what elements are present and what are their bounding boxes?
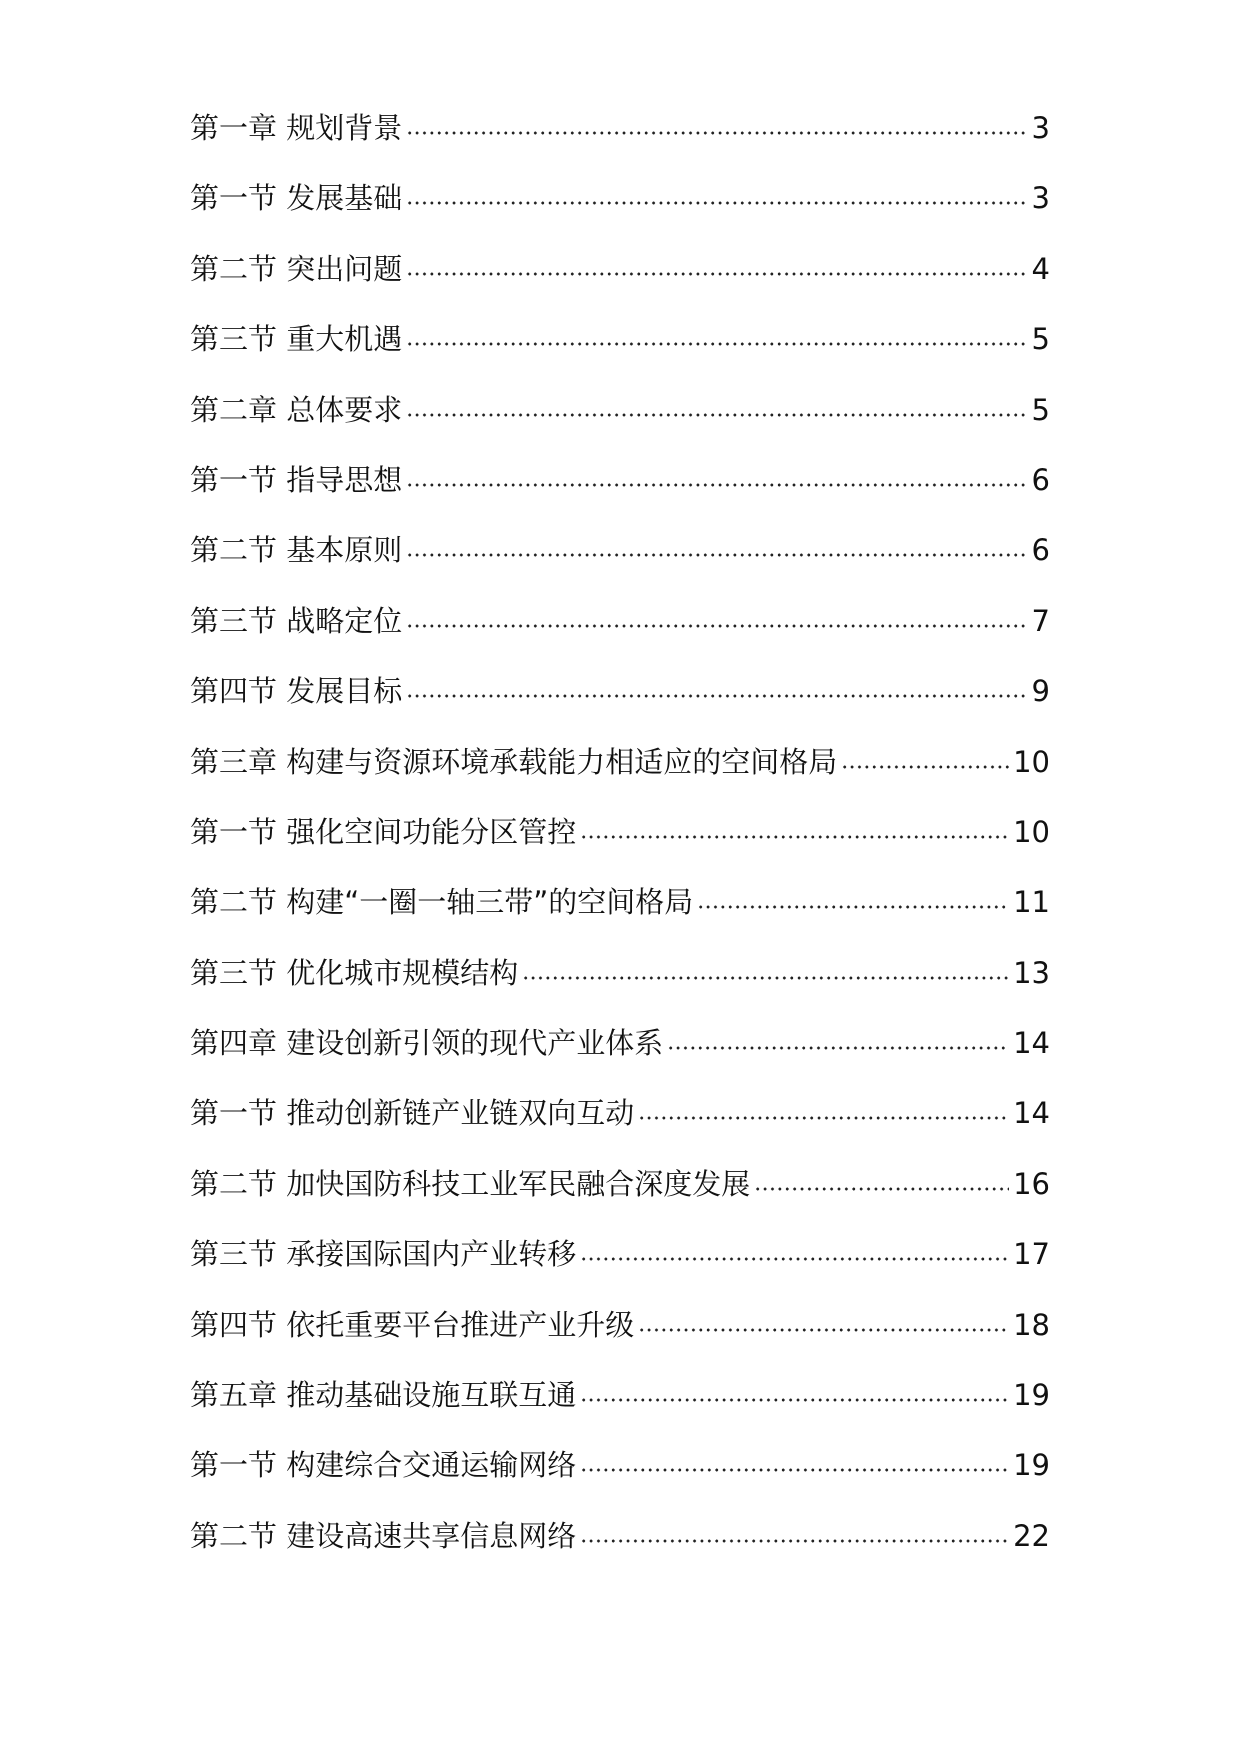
toc-entry-title: 第一节 构建综合交通运输网络 — [190, 1448, 577, 1483]
toc-entry-page: 14 — [1013, 1026, 1050, 1061]
table-of-contents — [190, 108, 1050, 1586]
dot-leader — [667, 1031, 1009, 1051]
toc-entry[interactable] — [190, 1164, 1050, 1234]
dot-leader — [580, 1524, 1009, 1544]
toc-entry-title: 第四节 依托重要平台推进产业升级 — [190, 1307, 635, 1342]
toc-entry-page: 10 — [1013, 744, 1050, 779]
dot-leader — [580, 1383, 1009, 1403]
toc-entry-title: 第三节 承接国际国内产业转移 — [190, 1237, 577, 1272]
toc-entry-title: 第四章 建设创新引领的现代产业体系 — [190, 1026, 664, 1061]
toc-entry-title: 第一节 指导思想 — [190, 462, 403, 497]
toc-entry-title: 第三节 重大机遇 — [190, 322, 403, 357]
toc-entry[interactable] — [190, 1305, 1050, 1375]
dot-leader — [522, 961, 1009, 981]
dot-leader — [406, 327, 1027, 347]
toc-entry-page: 13 — [1013, 955, 1050, 990]
toc-entry-title: 第二节 建设高速共享信息网络 — [190, 1518, 577, 1553]
toc-entry-page: 6 — [1031, 462, 1050, 497]
dot-leader — [406, 679, 1027, 699]
dot-leader — [697, 890, 1009, 910]
toc-entry[interactable] — [190, 601, 1050, 671]
toc-entry[interactable] — [190, 953, 1050, 1023]
toc-entry[interactable] — [190, 1516, 1050, 1586]
toc-entry[interactable] — [190, 1375, 1050, 1445]
dot-leader — [406, 468, 1027, 488]
toc-entry-page: 11 — [1013, 885, 1050, 920]
dot-leader — [580, 1453, 1009, 1473]
toc-entry-title: 第一节 强化空间功能分区管控 — [190, 814, 577, 849]
toc-entry-title: 第四节 发展目标 — [190, 674, 403, 709]
dot-leader — [580, 1242, 1009, 1262]
toc-entry[interactable] — [190, 108, 1050, 178]
toc-entry-page: 18 — [1013, 1307, 1050, 1342]
toc-entry[interactable] — [190, 249, 1050, 319]
toc-entry[interactable] — [190, 1445, 1050, 1515]
toc-entry-title: 第二节 构建“一圈一轴三带”的空间格局 — [190, 885, 694, 920]
toc-entry-title: 第三节 优化城市规模结构 — [190, 955, 519, 990]
toc-entry-title: 第一节 推动创新链产业链双向互动 — [190, 1096, 635, 1131]
toc-entry[interactable] — [190, 530, 1050, 600]
toc-entry-title: 第五章 推动基础设施互联互通 — [190, 1378, 577, 1413]
dot-leader — [841, 750, 1009, 770]
dot-leader — [638, 1313, 1009, 1333]
toc-entry-title: 第一章 规划背景 — [190, 111, 403, 145]
toc-entry-page: 7 — [1031, 603, 1050, 638]
toc-entry[interactable] — [190, 742, 1050, 812]
toc-entry-page: 4 — [1031, 251, 1050, 286]
toc-entry[interactable] — [190, 1023, 1050, 1093]
toc-entry-page: 19 — [1013, 1448, 1050, 1483]
toc-entry-title: 第一节 发展基础 — [190, 181, 403, 216]
dot-leader — [638, 1101, 1009, 1121]
toc-entry-page: 19 — [1013, 1378, 1050, 1413]
dot-leader — [406, 398, 1027, 418]
toc-entry-title: 第二节 加快国防科技工业军民融合深度发展 — [190, 1166, 751, 1201]
toc-entry[interactable] — [190, 1093, 1050, 1163]
toc-entry[interactable] — [190, 319, 1050, 389]
toc-entry-page: 16 — [1013, 1166, 1050, 1201]
dot-leader — [580, 820, 1009, 840]
toc-entry-page: 9 — [1031, 674, 1050, 709]
toc-entry-title: 第三章 构建与资源环境承载能力相适应的空间格局 — [190, 744, 838, 779]
dot-leader — [754, 1172, 1009, 1192]
toc-entry-page: 22 — [1013, 1518, 1050, 1553]
dot-leader — [406, 186, 1027, 206]
toc-entry-title: 第二节 基本原则 — [190, 533, 403, 568]
toc-entry-page: 3 — [1031, 111, 1050, 145]
toc-entry[interactable] — [190, 460, 1050, 530]
toc-entry-page: 14 — [1013, 1096, 1050, 1131]
toc-entry-title: 第二节 突出问题 — [190, 251, 403, 286]
toc-entry[interactable] — [190, 671, 1050, 741]
toc-entry-page: 3 — [1031, 181, 1050, 216]
toc-entry-title: 第二章 总体要求 — [190, 392, 403, 427]
toc-entry-title: 第三节 战略定位 — [190, 603, 403, 638]
toc-entry[interactable] — [190, 178, 1050, 248]
toc-entry-page: 6 — [1031, 533, 1050, 568]
toc-entry-page: 5 — [1031, 322, 1050, 357]
toc-entry[interactable] — [190, 1234, 1050, 1304]
toc-entry[interactable] — [190, 882, 1050, 952]
toc-entry[interactable] — [190, 812, 1050, 882]
toc-entry-page: 5 — [1031, 392, 1050, 427]
dot-leader — [406, 538, 1027, 558]
dot-leader — [406, 609, 1027, 629]
dot-leader — [406, 257, 1027, 277]
toc-entry[interactable] — [190, 390, 1050, 460]
toc-entry-page: 17 — [1013, 1237, 1050, 1272]
dot-leader — [406, 116, 1027, 136]
toc-entry-page: 10 — [1013, 814, 1050, 849]
